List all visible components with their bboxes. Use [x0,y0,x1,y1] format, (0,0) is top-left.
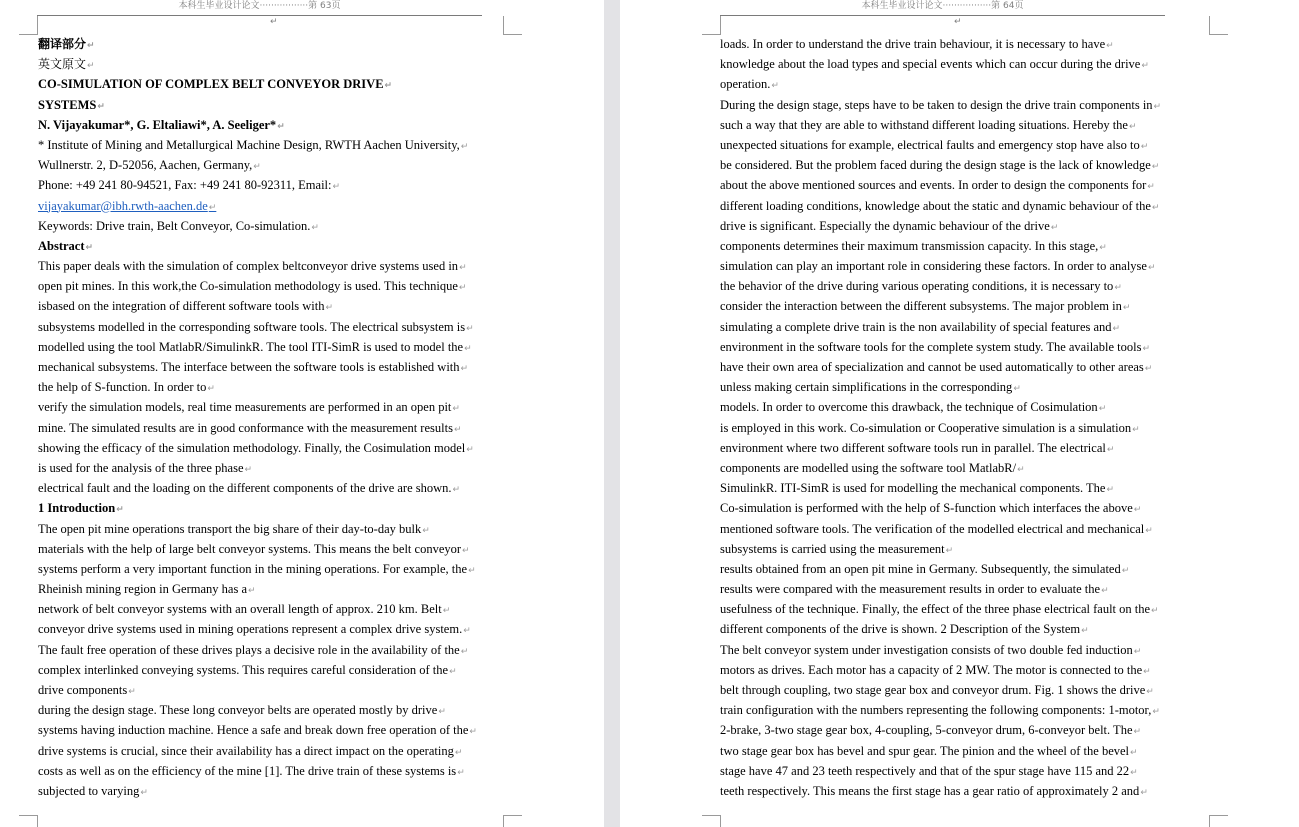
paragraph-mark-icon: ↵ [1101,586,1109,597]
paragraph-mark-icon: ↵ [1153,101,1162,112]
paragraph-mark-icon: ↵ [1146,687,1154,697]
text-line-content: components determines their maximum transmission capacity. In this stage, [720,238,1099,253]
text-line [38,761,508,781]
paragraph-mark-icon: ↵ [1106,444,1115,455]
paragraph-mark-icon: ↵ [1081,626,1089,637]
page-body-text[interactable] [720,34,1190,801]
paragraph-mark-icon: ↵ [85,242,94,253]
paragraph-mark-icon: ↵ [1151,606,1159,617]
text-line [720,357,1190,377]
paragraph-mark-icon: ↵ [1099,242,1107,253]
text-line-content: The fault free operation of these drives plays a decisive role in the availability of the [38,642,460,657]
text-line-content: Phone: +49 241 80-94521, Fax: +49 241 80-92311, Email: [38,178,332,193]
text-line [38,54,508,74]
margin-corner-mark [503,16,522,35]
text-line-content: Abstract [38,238,85,253]
text-line [720,74,1190,94]
text-line [720,438,1190,458]
text-line-content: subjected to varying [38,783,140,798]
text-line [38,135,508,155]
paragraph-mark-icon: ↵ [460,141,469,152]
text-line [38,741,508,761]
paragraph-mark-icon: ↵ [466,323,474,334]
text-line-content: complex interlinked conveying systems. This requires careful consideration of the [38,662,449,677]
paragraph-mark-icon: ↵ [1152,707,1160,718]
text-line-content: materials with the help of large belt conveyor systems. This means the belt conveyor [38,541,462,556]
text-line-content: two stage gear box has bevel and spur gear. The pinion and the wheel of the bevel [720,743,1130,758]
text-line-content: different loading conditions, knowledge about the static and dynamic behaviour of the [720,198,1151,213]
text-line-content: loads. In order to understand the drive train behaviour, it is necessary to have [720,37,1106,51]
text-line-content: drive is significant. Especially the dynamic behaviour of the drive [720,218,1050,233]
text-line [38,680,508,700]
text-line [720,54,1190,74]
paragraph-mark-icon: ↵ [442,606,451,617]
text-line [38,539,508,559]
paragraph-mark-icon: ↵ [463,626,471,637]
text-line [720,599,1190,619]
text-line-content: During the design stage, steps have to be taken to design the drive train components in [720,97,1153,112]
paragraph-mark-icon: ↵ [1145,525,1153,536]
text-line-content: verify the simulation models, real time measurements are performed in an open pit [38,400,452,415]
text-line [720,761,1190,781]
paragraph-mark-icon: ↵ [453,424,462,435]
paragraph-mark-icon: ↵ [1133,727,1142,738]
text-line-content: * Institute of Mining and Metallurgical Machine Design, RWTH Aachen University, [38,137,460,152]
text-line-content: is used for the analysis of the three phase [38,460,244,475]
text-line [720,720,1190,740]
text-line [38,397,508,417]
text-line [720,741,1190,761]
paragraph-mark-icon: ↵ [945,545,954,556]
paragraph-mark-icon: ↵ [1143,666,1151,677]
text-line-content: models. In order to overcome this drawback, the technique of Cosimulation [720,400,1098,415]
text-line-content: drive components [38,683,128,697]
text-line-content: showing the efficacy of the simulation methodology. Finally, the Cosimulation model [38,440,466,455]
paragraph-mark-icon: ↵ [207,384,215,395]
text-line-content: SYSTEMS [38,97,97,112]
paragraph-mark-icon: ↵ [1151,202,1160,213]
paragraph-mark-icon: ↵ [1122,303,1131,314]
text-line [38,276,508,296]
paragraph-mark-icon: ↵ [1132,424,1140,435]
text-line-content: have their own area of specialization and cannot be used automatically to other areas [720,360,1144,374]
text-line-content: vijayakumar@ibh.rwth-aachen.de [38,198,208,213]
text-line [38,660,508,680]
text-line [38,236,508,256]
paragraph-mark-icon: ↵ [1140,787,1148,798]
text-line [720,680,1190,700]
paragraph-mark-icon: ↵ [458,283,467,294]
text-line-content: components are modelled using the software tool MatlabR/ [720,460,1017,475]
text-line [38,478,508,498]
paragraph-mark-icon: ↵ [208,202,217,213]
text-line [38,700,508,720]
text-line [720,700,1190,720]
text-line [720,478,1190,498]
document-page-63[interactable] [0,0,604,827]
text-line-content: 英文原文 [38,57,87,72]
paragraph-mark-icon: ↵ [1106,485,1115,496]
margin-corner-mark [19,815,38,827]
text-line-content: network of belt conveyor systems with an overall length of approx. 210 km. Belt [38,602,442,617]
text-line [720,196,1190,216]
paragraph-mark-icon: ↵ [462,545,470,556]
paragraph-mark-icon: ↵ [468,565,476,576]
text-line-content: This paper deals with the simulation of complex beltconveyor drive systems used in [38,259,459,274]
paragraph-mark-icon: ↵ [1133,505,1142,516]
text-line-content: Co-simulation is performed with the help of S-function which interfaces the above [720,501,1133,516]
text-line [38,519,508,539]
margin-corner-mark [1209,815,1228,827]
paragraph-mark-icon: ↵ [1151,162,1160,173]
text-line [720,781,1190,801]
text-line [720,175,1190,195]
text-line [720,236,1190,256]
paragraph-mark-icon: ↵ [1144,364,1153,374]
paragraph-mark-icon: ↵ [1147,182,1155,193]
paragraph-mark-icon: ↵ [460,646,469,657]
text-line-content: Rheinish mining region in Germany has a [38,582,247,597]
text-line [720,498,1190,518]
text-line-content: 2-brake, 3-two stage gear box, 4-coupling, 5-conveyor drum, 6-conveyor belt. The [720,723,1133,738]
text-line [38,458,508,478]
paragraph-mark-icon: ↵ [1128,121,1137,132]
paragraph-mark-icon: ↵ [1112,323,1121,334]
text-line [38,640,508,660]
text-line-content: mentioned software tools. The verification of the modelled electrical and mechanical [720,521,1145,536]
text-line-content: unless making certain simplifications in the corresponding [720,380,1013,395]
text-line [720,640,1190,660]
text-line-content: conveyor drive systems used in mining operations represent a complex drive system. [38,622,463,637]
text-line [38,357,508,377]
text-line-content: drive systems is crucial, since their availability has a direct impact on the operating [38,743,454,758]
margin-corner-mark [702,16,721,35]
paragraph-mark-icon: ↵ [248,586,256,597]
text-line-content: consider the interaction between the different subsystems. The major problem in [720,299,1122,314]
text-line-content: open pit mines. In this work,the Co-simulation methodology is used. This technique [38,279,458,294]
paragraph-mark-icon: ↵ [454,747,463,758]
header-paragraph-mark: ↵ [954,17,962,27]
text-line-content: isbased on the integration of different software tools with [38,299,325,314]
text-line-content: operation. [720,77,771,92]
paragraph-mark-icon: ↵ [1013,384,1021,395]
paragraph-mark-icon: ↵ [459,263,467,274]
paragraph-mark-icon: ↵ [452,485,461,496]
text-line-content: such a way that they are able to withstand different loading situations. Hereby the [720,117,1128,132]
text-line-content: motors as drives. Each motor has a capacity of 2 MW. The motor is connected to the [720,662,1143,677]
text-line [38,377,508,397]
text-line [38,781,508,801]
text-line-content: about the above mentioned sources and events. In order to design the components for [720,178,1147,193]
paragraph-mark-icon: ↵ [332,182,341,193]
text-line-content: the behavior of the drive during various operating conditions, it is necessary to [720,279,1114,294]
text-line [720,115,1190,135]
text-line-content: subsystems modelled in the corresponding software tools. The electrical subsystem is [38,319,466,334]
text-line [38,74,508,94]
text-line [38,619,508,639]
paragraph-mark-icon: ↵ [422,525,430,536]
paragraph-mark-icon: ↵ [277,121,285,132]
text-line [720,458,1190,478]
text-line [38,559,508,579]
text-line-content: results obtained from an open pit mine in Germany. Subsequently, the simulated [720,561,1121,576]
paragraph-mark-icon: ↵ [1130,747,1138,758]
paragraph-mark-icon: ↵ [87,61,95,72]
text-line-content: 1 Introduction [38,501,116,516]
margin-corner-mark [1209,16,1228,35]
text-line-content: simulation can play an important role in considering these factors. In order to analyse [720,259,1147,274]
paragraph-mark-icon: ↵ [97,101,105,112]
text-line-content: belt through coupling, two stage gear box and conveyor drum. Fig. 1 shows the drive [720,683,1146,697]
text-line-content: environment where two different software tools run in parallel. The electrical [720,440,1106,455]
text-line [38,498,508,518]
margin-corner-mark [503,815,522,827]
paragraph-mark-icon: ↵ [244,464,253,475]
text-line-content: knowledge about the load types and special events which can occur during the drive [720,57,1141,72]
page-header: 本科生毕业设计论文·················第 63页 [37,0,482,16]
document-page-64[interactable] [620,0,1299,827]
paragraph-mark-icon: ↵ [311,222,319,233]
text-line [38,438,508,458]
text-line-content: The belt conveyor system under investigation consists of two double fed induction [720,642,1133,657]
text-line-content: systems having induction machine. Hence a safe and break down free operation of the [38,723,469,738]
text-line [720,619,1190,639]
text-line-content: train configuration with the numbers representing the following components: 1-motor, [720,703,1152,718]
paragraph-mark-icon: ↵ [1106,41,1114,51]
text-line-content: Keywords: Drive train, Belt Conveyor, Co-simulation. [38,218,311,233]
text-line-content: usefulness of the technique. Finally, the effect of the three phase electrical fault on the [720,602,1151,617]
paragraph-mark-icon: ↵ [464,343,472,354]
text-line [720,256,1190,276]
paragraph-mark-icon: ↵ [1133,646,1142,657]
text-line-content: the help of S-function. In order to [38,380,207,395]
text-line [38,216,508,236]
paragraph-mark-icon: ↵ [1114,283,1122,294]
paragraph-mark-icon: ↵ [1098,404,1107,415]
text-line [720,539,1190,559]
text-line [38,256,508,276]
paragraph-mark-icon: ↵ [460,364,469,374]
text-line [720,337,1190,357]
text-line [720,418,1190,438]
paragraph-mark-icon: ↵ [438,707,446,718]
text-line-content: during the design stage. These long conveyor belts are operated mostly by drive [38,703,438,718]
text-line-content: subsystems is carried using the measurement [720,541,945,556]
paragraph-mark-icon: ↵ [325,303,334,314]
text-line-content: results were compared with the measurement results in order to evaluate the [720,582,1101,597]
text-line [38,196,508,216]
text-line [720,377,1190,397]
text-line [720,216,1190,236]
text-line [38,115,508,135]
text-line-content: be considered. But the problem faced during the design stage is the lack of knowledge [720,158,1151,173]
text-line-content: electrical fault and the loading on the different components of the drive are shown. [38,481,452,496]
text-line [38,317,508,337]
paragraph-mark-icon: ↵ [457,767,465,778]
text-line-content: teeth respectively. This means the first stage has a gear ratio of approximately 2 and [720,783,1140,798]
text-line [720,34,1190,54]
paragraph-mark-icon: ↵ [1017,464,1025,475]
text-line-content: different components of the drive is shown. 2 Description of the System [720,622,1081,637]
text-line [38,599,508,619]
text-line-content: simulating a complete drive train is the non availability of special features and [720,319,1112,334]
text-line-content: SimulinkR. ITI-SimR is used for modelling the mechanical components. The [720,481,1106,496]
text-line [720,135,1190,155]
text-line-content: is employed in this work. Co-simulation or Cooperative simulation is a simulation [720,420,1132,435]
paragraph-mark-icon: ↵ [452,404,460,415]
paragraph-mark-icon: ↵ [1140,141,1149,152]
text-line-content: The open pit mine operations transport the big share of their day-to-day bulk [38,521,422,536]
paragraph-mark-icon: ↵ [466,444,474,455]
text-line-content: mine. The simulated results are in good conformance with the measurement results [38,420,453,435]
text-line [38,337,508,357]
text-line-content: environment in the software tools for the complete system study. The available tools [720,339,1142,354]
text-line-content: unexpected situations for example, electrical faults and emergency stop have also to [720,137,1140,152]
page-header: 本科生毕业设计论文·················第 64页 [720,0,1165,16]
paragraph-mark-icon: ↵ [116,505,124,516]
text-line-content: systems perform a very important function in the mining operations. For example, the [38,561,468,576]
text-line-content: stage have 47 and 23 teeth respectively and that of the spur stage have 115 and 22 [720,763,1130,778]
text-line [38,296,508,316]
text-line [38,720,508,740]
text-line [38,418,508,438]
text-line-content: mechanical subsystems. The interface between the software tools is established with [38,360,460,374]
paragraph-mark-icon: ↵ [449,666,457,677]
text-line [720,155,1190,175]
paragraph-mark-icon: ↵ [1141,61,1149,72]
paragraph-mark-icon: ↵ [1121,565,1130,576]
text-line-content: 翻译部分 [38,37,87,51]
text-line-content: modelled using the tool MatlabR/SimulinkR. The tool ITI-SimR is used to model the [38,339,464,354]
text-line [720,95,1190,115]
margin-corner-mark [19,16,38,35]
page-body-text[interactable] [38,34,508,801]
text-line [720,276,1190,296]
paragraph-mark-icon: ↵ [140,787,148,798]
text-line [38,175,508,195]
text-line-content: CO-SIMULATION OF COMPLEX BELT CONVEYOR DRIVE [38,77,384,92]
paragraph-mark-icon: ↵ [1147,263,1156,274]
text-line [720,397,1190,417]
paragraph-mark-icon: ↵ [1130,767,1138,778]
text-line-content: N. Vijayakumar*, G. Eltaliawi*, A. Seeliger* [38,117,277,132]
text-line-content: costs as well as on the efficiency of the mine [1]. The drive train of these systems is [38,763,457,778]
margin-corner-mark [702,815,721,827]
paragraph-mark-icon: ↵ [1142,343,1150,354]
text-line [38,579,508,599]
paragraph-mark-icon: ↵ [87,41,95,51]
paragraph-mark-icon: ↵ [384,81,393,92]
paragraph-mark-icon: ↵ [1050,222,1059,233]
header-paragraph-mark: ↵ [270,17,278,27]
paragraph-mark-icon: ↵ [128,687,136,697]
text-line-content: Wullnerstr. 2, D-52056, Aachen, Germany, [38,158,253,173]
text-line [38,34,508,54]
text-line [720,579,1190,599]
paragraph-mark-icon: ↵ [253,162,261,173]
text-line [38,95,508,115]
text-line [720,519,1190,539]
text-line [38,155,508,175]
paragraph-mark-icon: ↵ [771,81,779,92]
text-line [720,317,1190,337]
text-line [720,660,1190,680]
paragraph-mark-icon: ↵ [469,727,477,738]
text-line [720,296,1190,316]
text-line [720,559,1190,579]
